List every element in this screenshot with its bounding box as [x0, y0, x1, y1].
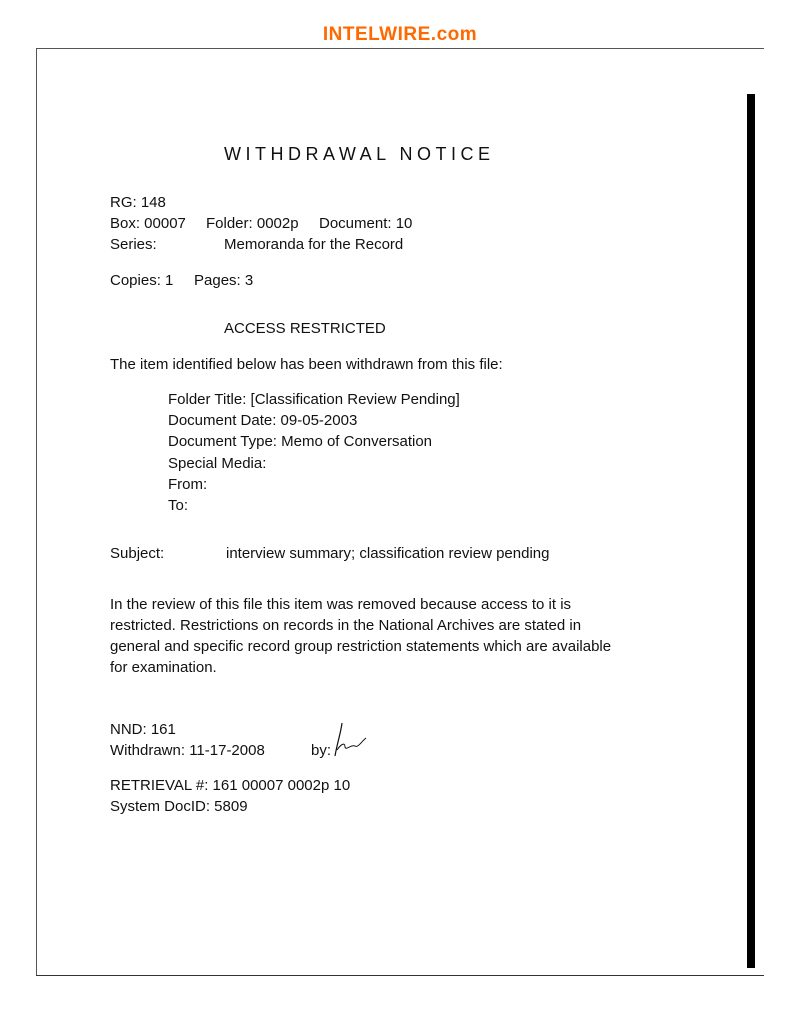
- document-date: Document Date: 09-05-2003: [168, 412, 358, 429]
- paragraph-line: general and specific record group restriction statements which are available: [110, 638, 612, 655]
- series-value: Memoranda for the Record: [224, 236, 404, 253]
- notice-title: WITHDRAWAL NOTICE: [224, 144, 495, 164]
- copies-count: Copies: 1: [110, 272, 174, 289]
- page-border-top: [36, 48, 764, 49]
- folder-number: Folder: 0002p: [206, 215, 299, 232]
- withdrawal-intro: The item identified below has been withdrawn from this file:: [110, 356, 503, 373]
- restriction-paragraph: [110, 594, 630, 678]
- system-docid: System DocID: 5809: [110, 798, 248, 815]
- subject-label: Subject:: [110, 545, 165, 562]
- pages-count: Pages: 3: [194, 272, 254, 289]
- access-restricted-heading: ACCESS RESTRICTED: [224, 320, 386, 337]
- by-label: by:: [311, 742, 332, 759]
- special-media: Special Media:: [168, 455, 267, 472]
- to-field: To:: [168, 497, 189, 514]
- intelwire-watermark: INTELWIRE.com: [322, 24, 478, 45]
- withdrawn-date: Withdrawn: 11-17-2008: [110, 742, 265, 759]
- page-border-bottom: [36, 975, 764, 976]
- series-label: Series:: [110, 236, 157, 253]
- document-type: Document Type: Memo of Conversation: [168, 433, 433, 450]
- handwritten-signature: [333, 720, 369, 760]
- page-border-left: [36, 48, 37, 976]
- box-number: Box: 00007: [110, 215, 186, 232]
- paragraph-line: In the review of this file this item was removed because access to it is: [110, 596, 572, 613]
- subject-value: interview summary; classification review pending: [226, 545, 550, 562]
- from-field: From:: [168, 476, 208, 493]
- paragraph-line: for examination.: [110, 659, 217, 676]
- nnd-number: NND: 161: [110, 721, 176, 738]
- folder-title: Folder Title: [Classification Review Pending]: [168, 391, 460, 408]
- paragraph-line: restricted. Restrictions on records in the National Archives are stated in: [110, 617, 582, 634]
- record-group: RG: 148: [110, 194, 166, 211]
- document-number: Document: 10: [319, 215, 413, 232]
- retrieval-number: RETRIEVAL #: 161 00007 0002p 10: [110, 777, 351, 794]
- scan-edge-bar: [747, 94, 755, 968]
